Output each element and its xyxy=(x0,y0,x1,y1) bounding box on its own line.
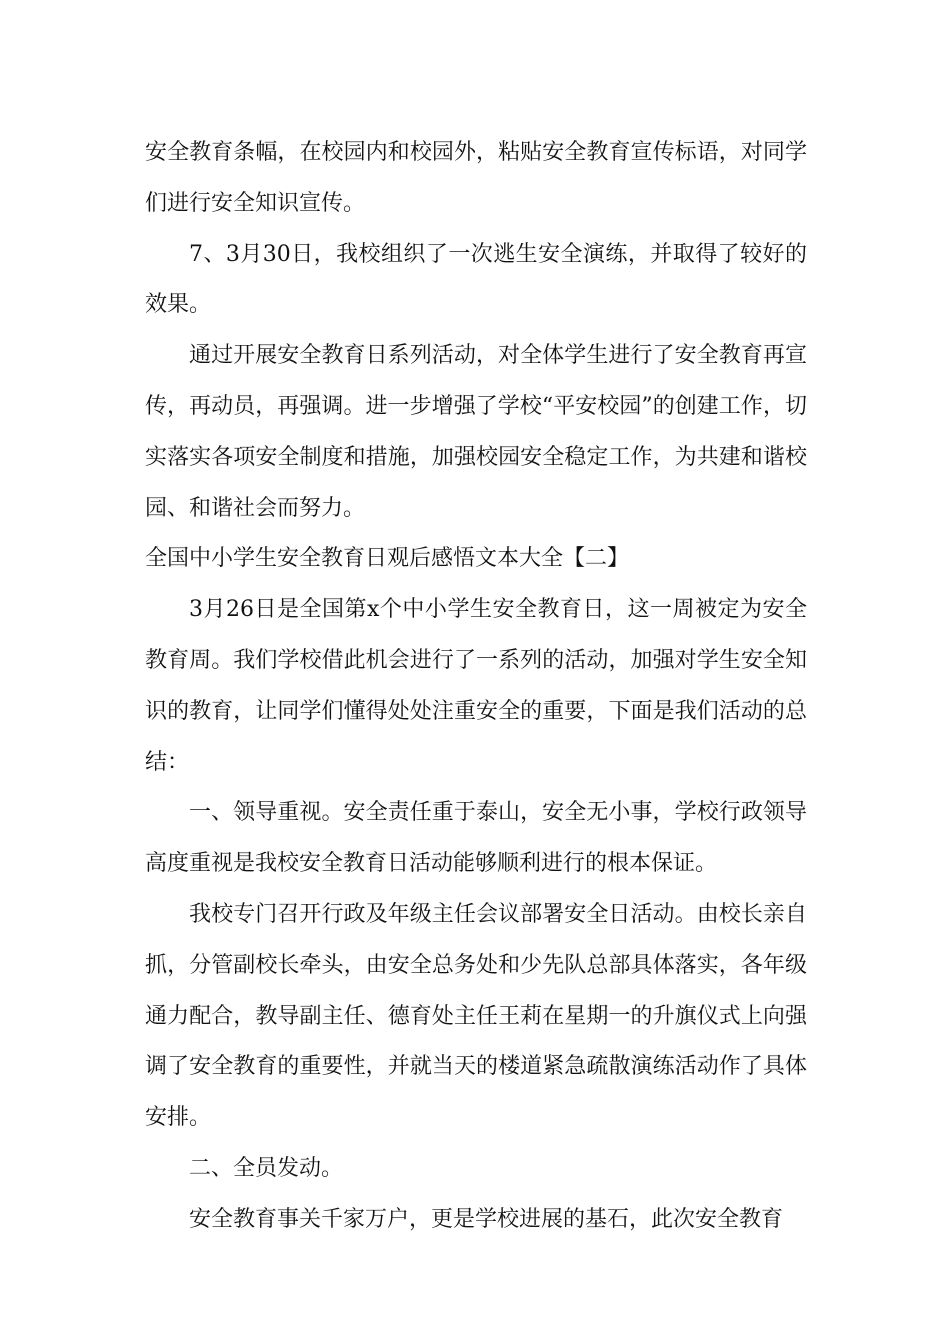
paragraph-6: 我校专门召开行政及年级主任会议部署安全日活动。由校长亲自抓，分管副校长牵头，由安全总务处和少先队总部具体落实，各年级通力配合，教导副主任、德育处主任王莉在星期一的升旗仪式上向强调了安全教育的重要性，并就当天的楼道紧急疏散演练活动作了具体安排。 xyxy=(145,901,807,1131)
paragraph-7: 二、全员发动。 xyxy=(189,1155,344,1181)
paragraph-1: 安全教育条幅，在校园内和校园外，粘贴安全教育宣传标语，对同学们进行安全知识宣传。 xyxy=(145,140,807,216)
document-body xyxy=(145,128,807,1246)
paragraph-8: 安全教育事关千家万户，更是学校进展的基石，此次安全教育 xyxy=(189,1206,784,1232)
paragraph-3: 通过开展安全教育日系列活动，对全体学生进行了安全教育再宣传，再动员，再强调。进一步增强了学校“平安校园”的创建工作，切实落实各项安全制度和措施，加强校园安全稳定工作，为共建和谐校园、和谐社会而努力。 xyxy=(145,343,807,521)
section-heading: 全国中小学生安全教育日观后感悟文本大全【二】 xyxy=(145,546,630,572)
paragraph-2: 7、3月30日，我校组织了一次逃生安全演练，并取得了较好的效果。 xyxy=(145,241,807,318)
paragraph-5: 一、领导重视。安全责任重于泰山，安全无小事，学校行政领导高度重视是我校安全教育日活动能够顺利进行的根本保证。 xyxy=(145,800,807,877)
paragraph-4: 3月26日是全国第x个中小学生安全教育日，这一周被定为安全教育周。我们学校借此机会进行了一系列的活动，加强对学生安全知识的教育，让同学们懂得处处注重安全的重要，下面是我们活动的总结： xyxy=(145,597,807,775)
